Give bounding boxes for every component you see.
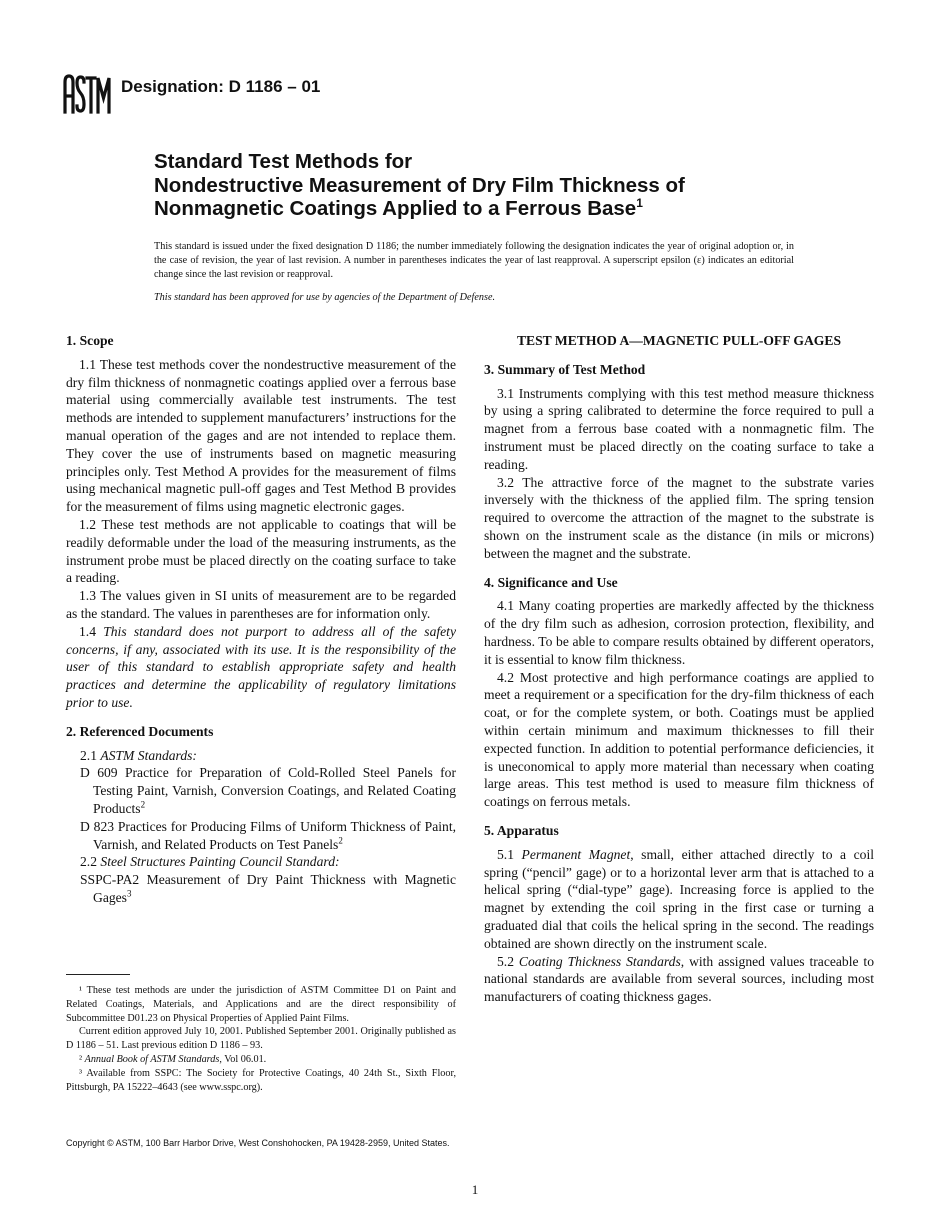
astm-logo bbox=[62, 72, 112, 116]
footnote-1: ¹ These test methods are under the jurisdiction of ASTM Committee D1 on Paint and Related Coatings, Materials, and Applications and are the direct responsibility of Subcommittee D01.23 on Physical Properties of Applied Paint Films. bbox=[66, 985, 456, 1024]
copyright-notice: Copyright © ASTM, 100 Barr Harbor Drive, West Conshohocken, PA 19428-2959, United States. bbox=[66, 1138, 450, 1148]
footnote-divider bbox=[66, 974, 130, 975]
dod-approval-notice: This standard has been approved for use by agencies of the Department of Defense. bbox=[154, 292, 496, 303]
section-3-heading: 3. Summary of Test Method bbox=[484, 361, 646, 377]
issuance-notice: This standard is issued under the fixed designation D 1186; the number immediately following the designation indicates the year of original adoption or, in the case of revision, the year of last revision. A number in parentheses indicates the year of last reapproval. A superscript epsilon (ε) indicates an editorial change since the last revision or reapproval. bbox=[154, 241, 794, 280]
paragraph-4-1: 4.1 Many coating properties are markedly affected by the thickness of the dry film such as adhesion, corrosion protection, flexibility, and hardness. To be able to compare results obtained by different operators, it is essential to know film thickness. bbox=[484, 598, 874, 667]
paragraph-5-1: 5.1 Permanent Magnet, small, either attached directly to a coil spring (“pencil” gage) or to a horizontal lever arm that is attached to a helical spring (“dial-type” gage). Increasing force is applied to the magnet by extending the coil spring in the first case or turning a graduated dial that coils the helical spring in the second. The readings obtained are shown directly on the instrument scale. bbox=[484, 846, 874, 951]
right-column bbox=[484, 332, 874, 1006]
section-4-heading: 4. Significance and Use bbox=[484, 574, 618, 590]
paragraph-1-3: 1.3 The values given in SI units of measurement are to be regarded as the standard. The values in parentheses are for information only. bbox=[66, 588, 456, 621]
test-method-a-heading: TEST METHOD A—MAGNETIC PULL-OFF GAGES bbox=[516, 333, 842, 348]
paragraph-1-2: 1.2 These test methods are not applicable to coatings that will be readily deformable under the load of the measuring instruments, as the instrument probe must be placed directly on the coating surface to take a reading. bbox=[66, 516, 456, 586]
page-number: 1 bbox=[471, 1182, 479, 1197]
paragraph-1-4: 1.4 This standard does not purport to address all of the safety concerns, if any, associated with its use. It is the responsibility of the user of this standard to establish appropriate safety and health practices and determine the applicability of regulatory limitations prior to use. bbox=[66, 623, 456, 710]
paragraph-5-2: 5.2 Coating Thickness Standards, with assigned values traceable to national standards are available from several sources, including most manufacturers of coating thickness gages. bbox=[484, 953, 874, 1005]
document-title bbox=[154, 150, 854, 221]
footnote-3: ³ Available from SSPC: The Society for Protective Coatings, 40 24th St., Sixth Floor, Pittsburgh, PA 15222–4643 (see www.sspc.org). bbox=[66, 1067, 456, 1093]
section-1-heading: 1. Scope bbox=[66, 333, 114, 348]
footnote-2: ² Annual Book of ASTM Standards, Vol 06.01. bbox=[79, 1053, 267, 1065]
designation: Designation: D 1186 – 01 bbox=[121, 77, 321, 96]
paragraph-2-1: 2.1 ASTM Standards: bbox=[80, 747, 197, 763]
title-line-2: Nondestructive Measurement of Dry Film Thickness of bbox=[154, 173, 685, 197]
title-footnote-mark[interactable]: 1 bbox=[636, 196, 643, 211]
section-2-heading: 2. Referenced Documents bbox=[66, 723, 214, 739]
paragraph-4-2: 4.2 Most protective and high performance coatings are applied to meet a requirement or a specification for the dry-film thickness of each coat, or for the complete system, or both. Coatings must be applied within certain minimum and maximum thicknesses to fill their expected function. In addition to potential performance deficiencies, it is uneconomical to apply more material than necessary when coating large areas. This test method is used to measure film thickness of coatings on ferrous metals. bbox=[484, 669, 874, 810]
reference-d823: D 823 Practices for Producing Films of Uniform Thickness of Paint, Varnish, and Related Products on Test Panels$^2$ bbox=[80, 818, 456, 852]
left-column bbox=[66, 332, 456, 907]
paragraph-2-2: 2.2 Steel Structures Painting Council Standard: bbox=[80, 854, 340, 870]
footnotes bbox=[66, 984, 456, 1094]
paragraph-1-1: 1.1 These test methods cover the nondestructive measurement of the dry film thickness of nonmagnetic coatings applied over a ferrous base material using commercially available test instruments. The test methods are intended to supplement manufacturers’ instructions for the manual operation of the gages and are not intended to replace them. They cover the use of instruments based on magnetic measuring principles only. Test Method A provides for the measurement of films using mechanical magnetic pull-off gages and Test Method B provides for the measurement of films using magnetic electronic gages. bbox=[66, 356, 456, 515]
paragraph-3-1: 3.1 Instruments complying with this test method measure thickness by using a spring calibrated to determine the force required to pull a magnet from a ferrous base coated with a nonmagnetic film. The instrument must be placed directly on the coating surface to take a reading. bbox=[484, 385, 874, 472]
section-5-heading: 5. Apparatus bbox=[484, 822, 559, 838]
paragraph-3-2: 3.2 The attractive force of the magnet to the substrate varies inversely with the thickness of the applied film. The spring tension required to overcome the attraction of the magnet to the substrate is shown on the instrument scale as the distance (in mils or microns) between the magnet and the substrate. bbox=[484, 474, 874, 561]
footnote-1-edition: Current edition approved July 10, 2001. Published September 2001. Originally published as D 1186 – 51. Last previous edition D 1186 – 93. bbox=[66, 1026, 456, 1052]
title-line-1: Standard Test Methods for bbox=[154, 150, 413, 173]
title-line-3: Nonmagnetic Coatings Applied to a Ferrous Base$^1$ bbox=[154, 196, 643, 220]
reference-sspc-pa2: SSPC-PA2 Measurement of Dry Paint Thickness with Magnetic Gages$^3$ bbox=[80, 872, 456, 905]
reference-d609: D 609 Practice for Preparation of Cold-Rolled Steel Panels for Testing Paint, Varnish, Conversion Coatings, and Related Coating Products$^2$ bbox=[80, 765, 456, 816]
